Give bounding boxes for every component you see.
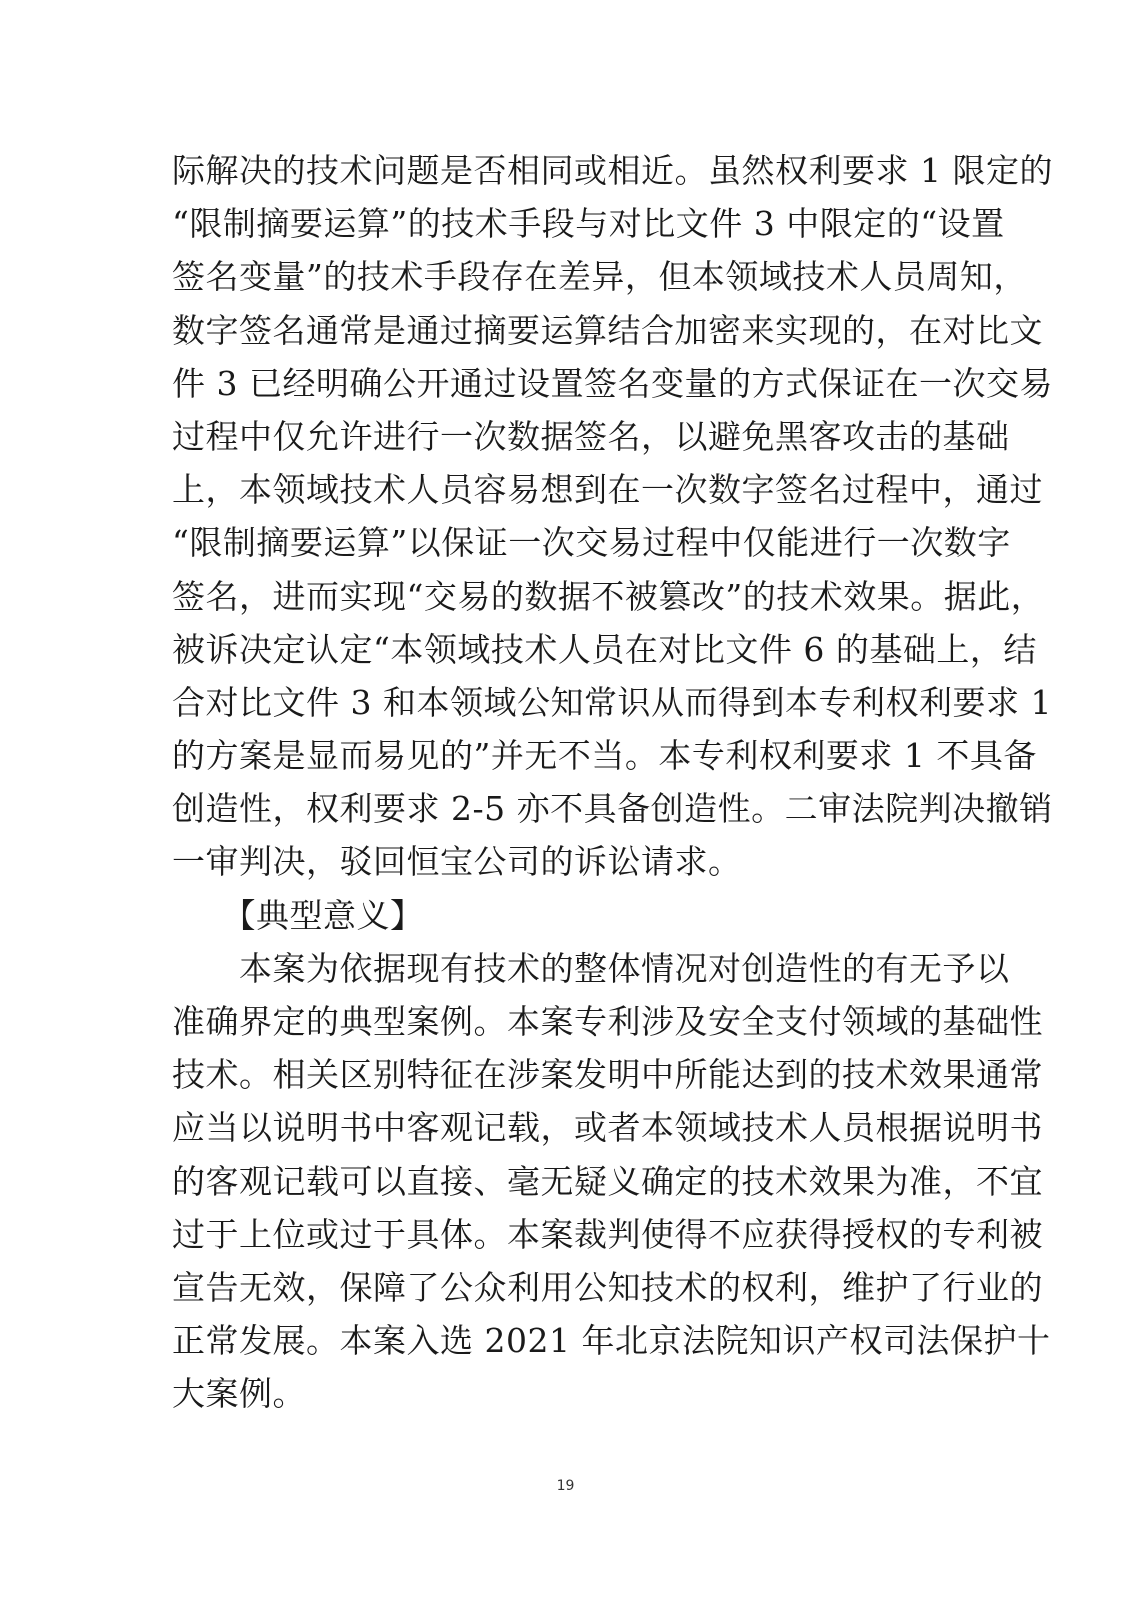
text-line: 创造性，权利要求 2-5 亦不具备创造性。二审法院判决撤销	[172, 789, 1053, 829]
text-line: 过程中仅允许进行一次数据签名，以避免黑客攻击的基础	[172, 416, 1010, 456]
text-line: 一审判决，驳回恒宝公司的诉讼请求。	[172, 842, 742, 882]
text-line: 际解决的技术问题是否相同或相近。虽然权利要求 1 限定的	[172, 151, 1053, 190]
text-line: 件 3 已经明确公开通过设置签名变量的方式保证在一次交易	[172, 363, 1053, 403]
text-line: 签名，进而实现“交易的数据不被篡改”的技术效果。据此，	[172, 576, 1045, 616]
text-line: 上，本领域技术人员容易想到在一次数字签名过程中，通过	[172, 470, 1043, 510]
text-line: 过于上位或过于具体。本案裁判使得不应获得授权的专利被	[172, 1214, 1043, 1254]
text-line: 技术。相关区别特征在涉案发明中所能达到的技术效果通常	[172, 1055, 1043, 1095]
text-line: “限制摘要运算”的技术手段与对比文件 3 中限定的“设置	[172, 204, 1005, 244]
text-line: 本案为依据现有技术的整体情况对创造性的有无予以	[172, 948, 1010, 988]
text-line: “限制摘要运算”以保证一次交易过程中仅能进行一次数字	[172, 523, 1011, 563]
text-line: 正常发展。本案入选 2021 年北京法院知识产权司法保护十	[172, 1321, 1051, 1361]
text-line: 的客观记载可以直接、毫无疑义确定的技术效果为准，不宜	[172, 1161, 1043, 1201]
text-line: 应当以说明书中客观记载，或者本领域技术人员根据说明书	[172, 1108, 1043, 1148]
section-heading: 【典型意义】	[172, 895, 424, 935]
text-line: 签名变量”的技术手段存在差异，但本领域技术人员周知，	[172, 257, 1027, 297]
text-line: 大案例。	[172, 1374, 306, 1414]
text-line: 准确界定的典型案例。本案专利涉及安全支付领域的基础性	[172, 1002, 1043, 1041]
page-number: 19	[556, 1478, 575, 1494]
body-text	[172, 144, 1053, 1421]
text-line: 被诉决定认定“本领域技术人员在对比文件 6 的基础上，结	[172, 629, 1037, 669]
text-line: 合对比文件 3 和本领域公知常识从而得到本专利权利要求 1	[172, 682, 1052, 722]
text-line: 的方案是显而易见的”并无不当。本专利权利要求 1 不具备	[172, 736, 1037, 776]
text-line: 数字签名通常是通过摘要运算结合加密来实现的，在对比文	[172, 310, 1043, 350]
text-line: 宣告无效，保障了公众利用公知技术的权利，维护了行业的	[172, 1267, 1043, 1307]
